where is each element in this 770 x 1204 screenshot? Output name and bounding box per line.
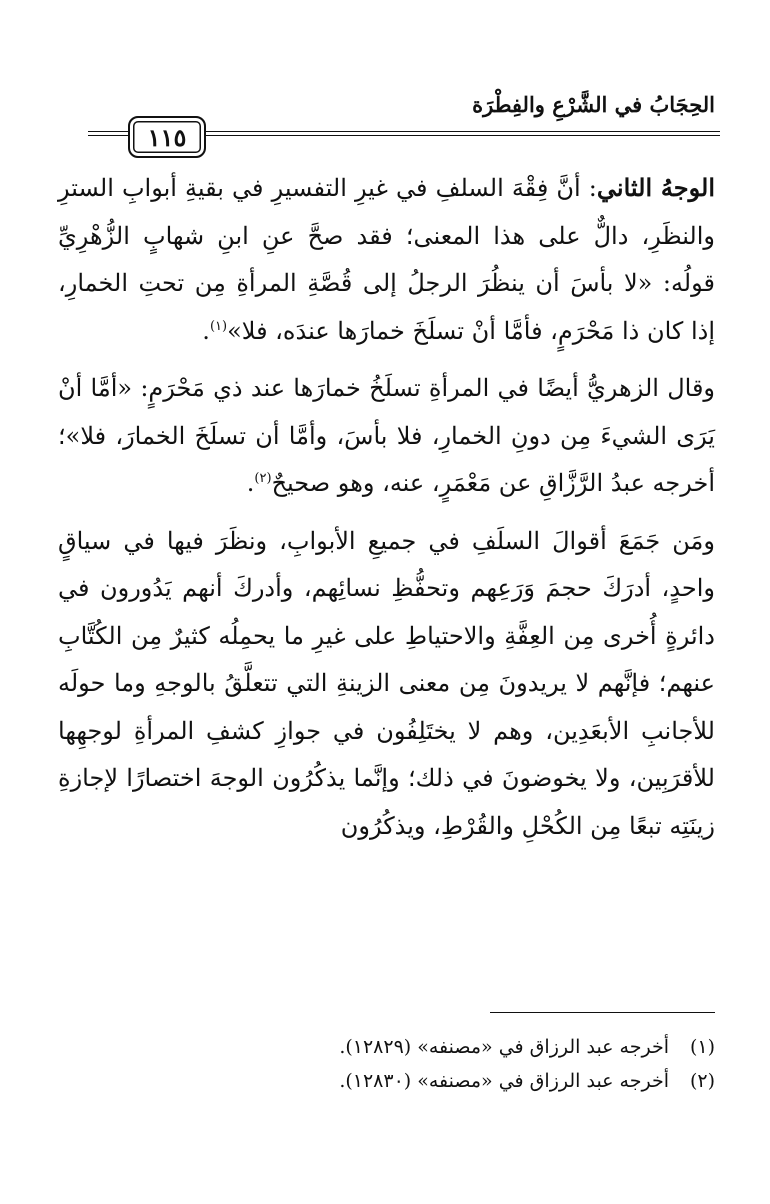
running-title: الحِجَابُ في الشَّرْعِ والفِطْرَة [472,92,715,117]
page-number: ١١٥ [128,116,206,158]
paragraph-3-text: ومَن جَمَعَ أقوالَ السلَفِ في جميعِ الأبوابِ، ونظَرَ فيها في سياقٍ واحدٍ، أدرَكَ حجمَ وَرَعِهم وتحفُّظِ نسائِهم، وأدركَ أنهم يَدُورون في دائرةٍ أُخرى مِن العِفَّةِ والاحتياطِ على غيرِ ما يحمِلُه كثيرٌ مِن الكُتَّابِ عنهم؛ فإنَّهم لا يريدونَ مِن معنى الزينةِ التي تتعلَّقُ بالوجهِ وما حولَه للأجانبِ الأبعَدِين، وهم لا يختَلِفُون في جوازِ كشفِ المرأةِ لوجهِها للأقرَبِين، ولا يخوضونَ في ذلك؛ وإنَّما يذكُرُون الوجهَ اختصارًا لإجازةِ زينَتِه تبعًا مِن الكُحْلِ والقُرْطِ، ويذكُرُون [58,526,715,840]
paragraph-1 [58,164,715,355]
footnote-1 [58,1030,715,1064]
main-text [58,164,715,850]
footnote-divider [490,1012,715,1013]
footnote-text: أخرجه عبد الرزاق في «مصنفه» (١٢٨٢٩). [339,1036,669,1058]
footnote-number: (١) [689,1036,715,1058]
paragraph-1-text: : أنَّ فِقْهَ السلفِ في غيرِ التفسيرِ في بقيةِ أبوابِ السترِ والنظَرِ، دالٌّ على هذا المعنى؛ فقد صحَّ عنِ ابنِ شهابٍ الزُّهْرِيِّ قولُه: «لا بأسَ أن ينظُرَ الرجلُ إلى قُصَّةِ المرأةِ مِن تحتِ الخمارِ، إذا كان ذا مَحْرَمٍ، فأمَّا أنْ تسلَخَ خمارَها عندَه، فلا» [58,174,716,345]
paragraph-2-text: وقال الزهريُّ أيضًا في المرأةِ تسلَخُ خمارَها عند ذي مَحْرَمٍ: «أمَّا أنْ يَرَى الشيءَ مِن دونِ الخمارِ، فلا بأسَ، وأمَّا أن تسلَخَ الخمارَ، فلا»؛ أخرجه عبدُ الرَّزَّاقِ عن مَعْمَرٍ، عنه، وهو صحيحٌ [58,374,716,497]
paragraph-1-end: . [202,316,210,345]
header-rule-right [200,131,720,136]
paragraph-3 [58,518,715,851]
footnotes [58,1030,715,1098]
footnote-number: (٢) [689,1070,715,1092]
section-heading: الوجهُ الثاني [596,173,715,202]
footnote-text: أخرجه عبد الرزاق في «مصنفه» (١٢٨٣٠). [339,1070,669,1092]
footnote-2 [58,1064,715,1098]
footnote-ref-2[interactable]: (٢) [254,471,272,486]
header-rule-left [88,131,130,136]
paragraph-2-end: . [246,469,255,497]
paragraph-2 [58,365,715,508]
footnote-ref-1[interactable]: (١) [209,318,228,334]
